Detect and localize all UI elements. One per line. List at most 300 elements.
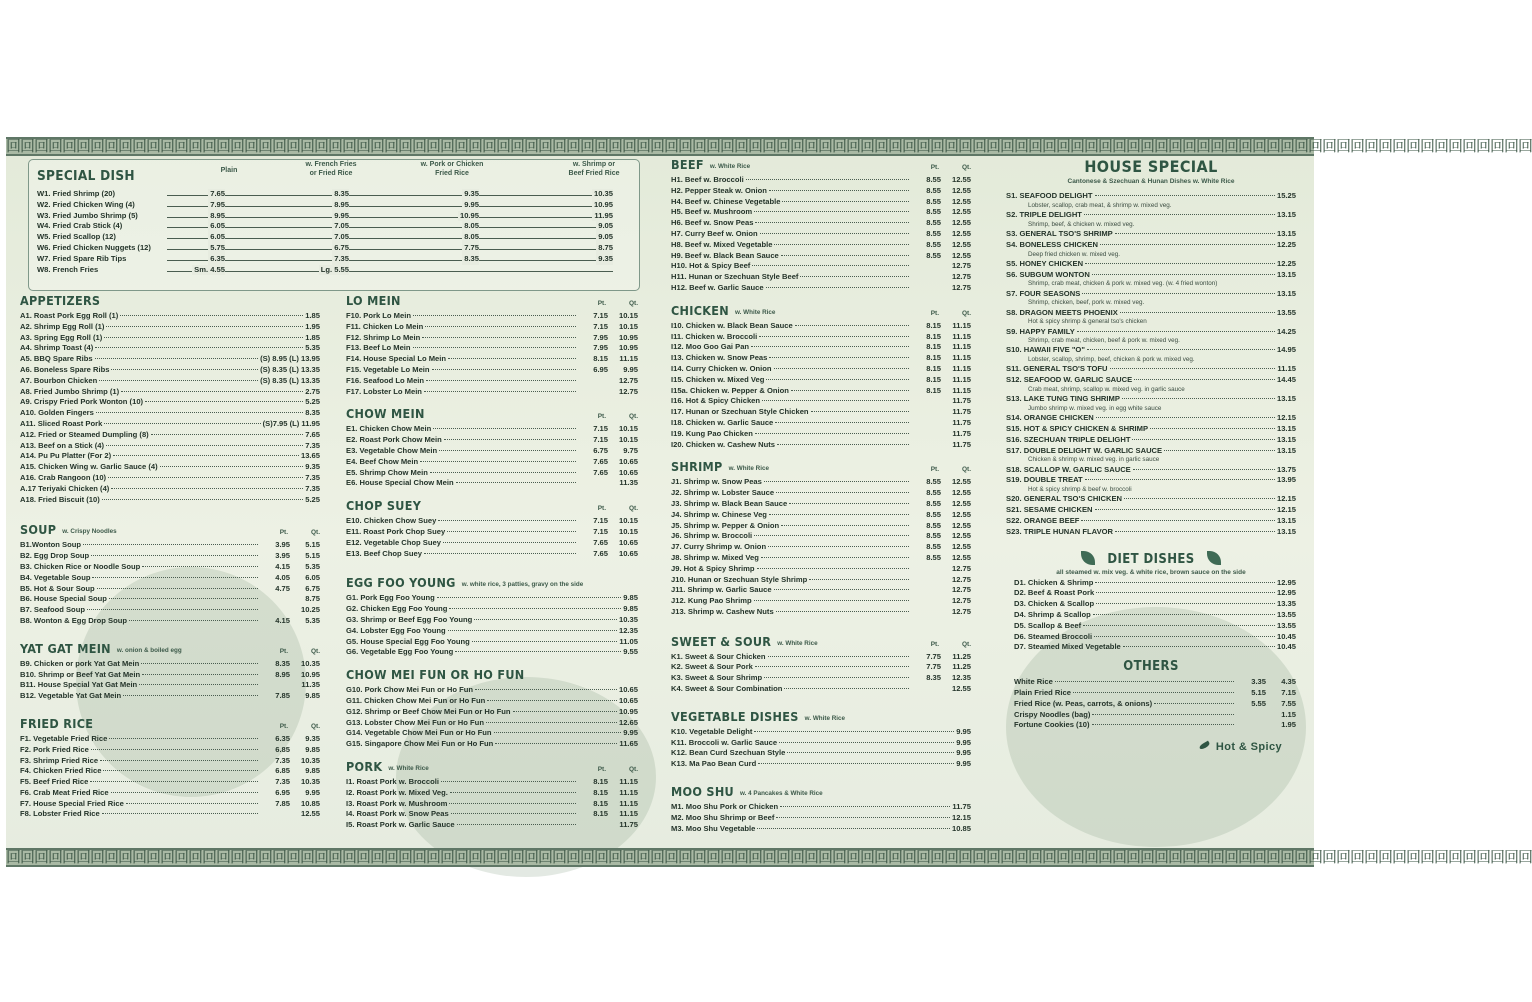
item-price-a: 6.05 — [210, 221, 225, 231]
item-price-qt: 9.95 — [623, 364, 638, 374]
item-name: J12. Kung Pao Shrimp — [671, 596, 752, 606]
menu-item-row — [1006, 210, 1296, 221]
leader-dots — [1123, 646, 1275, 647]
menu-item-row — [1006, 465, 1296, 476]
pork-section — [346, 759, 638, 831]
leader-dots — [441, 781, 576, 782]
menu-item-row — [671, 542, 971, 553]
leader-dots — [757, 568, 909, 569]
item-name: G2. Chicken Egg Foo Young — [346, 604, 448, 614]
menu-item-row — [20, 809, 320, 820]
menu-item-row — [346, 468, 638, 479]
item-price: 9.35 — [305, 462, 320, 472]
leader-dots — [1115, 233, 1275, 234]
item-price-pt: 6.35 — [275, 733, 290, 743]
item-name: J3. Shrimp w. Black Bean Sauce — [671, 498, 788, 508]
leader-dots — [121, 391, 303, 392]
item-price: 13.95 — [1276, 475, 1296, 485]
item-name: H5. Beef w. Mushroom — [671, 207, 753, 217]
item-price-pt: 8.55 — [926, 531, 941, 541]
leader-dots — [83, 544, 258, 545]
item-price-qt: 12.75 — [951, 563, 971, 573]
section-note: w. White Rice — [735, 308, 776, 316]
menu-item-row — [1014, 677, 1296, 688]
menu-item-row — [20, 659, 320, 670]
col-header-qt: Qt. — [961, 640, 971, 648]
leader-dots — [430, 472, 576, 473]
section-title: VEGETABLE DISHES — [671, 708, 799, 724]
leader-dots — [1120, 312, 1275, 313]
item-name: K12. Bean Curd Szechuan Style — [671, 748, 786, 758]
item-price-pt: 8.35 — [275, 658, 290, 668]
leader-dots — [447, 531, 576, 532]
menu-item-row — [346, 424, 638, 435]
item-price-d: 10.95 — [593, 199, 613, 209]
item-description: Crab meat, shrimp, scallop w. mixed veg. in garlic sauce — [1028, 386, 1185, 394]
item-price: 13.15 — [1276, 228, 1296, 238]
item-price: 9.95 — [956, 737, 971, 747]
menu-item-row — [346, 593, 638, 604]
item-price-qt: 12.75 — [618, 375, 638, 385]
item-price-qt: 12.55 — [951, 531, 971, 541]
item-name: S22. ORANGE BEEF — [1006, 515, 1080, 525]
item-price: 10.65 — [618, 685, 638, 695]
item-name: J5. Shrimp w. Pepper & Onion — [671, 520, 780, 530]
item-price-pt: 8.55 — [926, 552, 941, 562]
item-name: S16. SZECHUAN TRIPLE DELIGHT — [1006, 434, 1131, 444]
item-price-qt: 12.55 — [951, 239, 971, 249]
item-name: A2. Shrimp Egg Roll (1) — [20, 321, 105, 331]
col-header-qt: Qt. — [310, 529, 320, 537]
menu-item-row — [671, 564, 971, 575]
item-price: 9.95 — [956, 759, 971, 769]
leader-dots — [95, 358, 258, 359]
item-description: Chicken & shrimp w. mixed veg. in garlic sauce — [1028, 456, 1160, 464]
item-price: 13.55 — [1276, 620, 1296, 630]
item-name: Fried Rice (w. Peas, carrots, & onions) — [1014, 698, 1153, 708]
item-name: S5. HONEY CHICKEN — [1006, 258, 1084, 268]
item-price-qt: 11.15 — [952, 331, 971, 341]
section-note: w. White Rice — [804, 714, 846, 722]
leader-dots — [1110, 368, 1276, 369]
menu-item-row — [671, 759, 971, 770]
menu-item-row — [1006, 446, 1296, 457]
leader-dots — [757, 828, 950, 829]
special-dish-row — [37, 265, 631, 276]
section-header — [671, 709, 971, 724]
menu-item-row — [671, 510, 971, 521]
item-price-pt: 6.85 — [275, 744, 290, 754]
item-price-qt: 12.55 — [951, 185, 971, 195]
menu-item-row — [671, 353, 971, 364]
item-price-qt: 6.05 — [305, 572, 320, 582]
item-price-qt: 12.55 — [951, 509, 971, 519]
menu-item-row — [671, 261, 971, 272]
item-price-qt: 5.15 — [305, 540, 320, 550]
menu-item-row — [20, 584, 320, 595]
item-price-qt: 12.55 — [951, 175, 971, 184]
item-price-qt: 12.35 — [951, 673, 971, 683]
item-name: K11. Broccoli w. Garlic Sauce — [671, 737, 778, 747]
menu-item-row — [671, 272, 971, 283]
leader-dots — [1134, 379, 1275, 380]
menu-item-row — [20, 451, 320, 462]
leader-dots — [1085, 479, 1275, 480]
item-name: B1.Wonton Soup — [20, 540, 82, 550]
menu-item-row — [671, 673, 971, 684]
item-name: W5. Fried Scallop (12) — [37, 232, 116, 242]
menu-item-row — [671, 251, 971, 262]
menu-item-row — [671, 738, 971, 749]
item-name: I19. Kung Pao Chicken — [671, 428, 753, 438]
item-price: 13.15 — [1276, 394, 1296, 404]
item-price-qt: 12.55 — [951, 228, 971, 238]
item-name: E12. Vegetable Chop Suey — [346, 537, 441, 547]
menu-item-row — [671, 488, 971, 499]
item-name: I15a. Chicken w. Pepper & Onion — [671, 385, 789, 395]
leader-line — [167, 217, 613, 218]
item-name: F15. Vegetable Lo Mein — [346, 364, 430, 374]
leader-dots — [791, 390, 909, 391]
item-price-pt: 7.15 — [593, 424, 608, 434]
column-4 — [1006, 157, 1296, 755]
menu-item-row — [20, 691, 320, 702]
item-name: I10. Chicken w. Black Bean Sauce — [671, 320, 793, 330]
item-price-pt: 8.55 — [926, 477, 941, 487]
item-price-pt: 7.65 — [593, 548, 608, 558]
item-price-qt: 12.55 — [951, 250, 971, 260]
menu-item-row — [1006, 327, 1296, 338]
section-note: w. 4 Pancakes & White Rice — [739, 790, 823, 798]
menu-item-row — [1006, 191, 1296, 202]
item-name: S3. GENERAL TSO'S SHRIMP — [1006, 228, 1113, 238]
leader-dots — [129, 620, 258, 621]
leader-dots — [111, 369, 258, 370]
item-name: E10. Chicken Chow Suey — [346, 516, 437, 526]
item-name: J1. Shrimp w. Snow Peas — [671, 477, 762, 487]
menu-item-row — [671, 407, 971, 418]
item-price-qt: 10.65 — [618, 456, 638, 466]
item-name: H8. Beef w. Mixed Vegetable — [671, 239, 773, 249]
item-price-pt: 8.15 — [926, 353, 941, 363]
item-price: 10.65 — [618, 695, 638, 705]
item-description: Shrimp, crab meat, chicken, beef & pork w. mixed veg. — [1028, 337, 1180, 345]
item-name: S8. DRAGON MEETS PHOENIX — [1006, 307, 1118, 317]
item-name: A.17 Teriyaki Chicken (4) — [20, 483, 110, 493]
item-price-qt: 8.75 — [305, 594, 320, 604]
house-special-subtitle: Cantonese & Szechuan & Hunan Dishes w. White Rice — [1067, 178, 1235, 185]
item-name: A6. Boneless Spare Ribs — [20, 364, 110, 374]
item-price-d: 9.05 — [598, 232, 613, 242]
special-dish-row — [37, 221, 631, 232]
leader-dots — [474, 619, 617, 620]
item-price-pt: 7.95 — [593, 343, 608, 353]
item-price: 9.85 — [623, 604, 638, 614]
item-name: A1. Roast Pork Egg Roll (1) — [20, 311, 119, 320]
leader-dots — [1082, 293, 1275, 294]
leader-dots — [426, 380, 576, 381]
item-price-qt: 11.75 — [952, 439, 971, 449]
menu-item-row — [671, 283, 971, 294]
menu-item-row — [20, 616, 320, 627]
item-price-qt: 5.35 — [305, 615, 320, 625]
menu-item-row — [20, 670, 320, 681]
item-price-pt: 7.35 — [275, 755, 290, 765]
soup-section — [20, 522, 320, 626]
item-price-qt: 11.75 — [619, 820, 638, 830]
item-price: 12.15 — [1276, 413, 1296, 423]
menu-item-row — [20, 387, 320, 398]
item-price-large: 7.15 — [1281, 687, 1296, 697]
item-price-qt: 10.95 — [300, 669, 320, 679]
item-name: I13. Chicken w. Snow Peas — [671, 353, 768, 363]
item-price-b: 8.95 — [334, 199, 349, 209]
menu-item-row — [671, 342, 971, 353]
item-name: S19. DOUBLE TREAT — [1006, 475, 1083, 485]
item-price-a: 8.95 — [210, 210, 225, 220]
menu-item-row — [1006, 259, 1296, 270]
leader-dots — [776, 611, 909, 612]
leader-dots — [760, 233, 909, 234]
item-price-qt: 11.75 — [952, 396, 971, 406]
leader-dots — [102, 499, 303, 500]
item-name: A12. Fried or Steamed Dumpling (8) — [20, 429, 149, 439]
item-price-pt: 8.55 — [926, 250, 941, 260]
item-price-pt: 8.55 — [926, 498, 941, 508]
col-header-qt: Qt. — [628, 413, 638, 421]
menu-item-row — [671, 802, 971, 813]
special-dish-row — [37, 243, 631, 254]
menu-item-row — [1014, 688, 1296, 699]
leader-dots — [1092, 714, 1234, 715]
leader-dots — [108, 477, 303, 478]
item-price-pt: 7.15 — [593, 321, 608, 331]
item-price: 10.85 — [951, 823, 971, 833]
section-title: MOO SHU — [671, 784, 734, 800]
item-name: F4. Chicken Fried Rice — [20, 766, 102, 776]
item-price-a: 6.35 — [210, 253, 225, 263]
item-name: F1. Vegetable Fried Rice — [20, 733, 108, 743]
leader-dots — [777, 444, 909, 445]
item-price-qt: 10.95 — [618, 332, 638, 342]
menu-item-row — [1006, 505, 1296, 516]
item-price: (S)7.95 (L) 11.95 — [262, 418, 320, 428]
item-name: I5. Roast Pork w. Garlic Sauce — [346, 820, 455, 830]
item-price-qt: 12.55 — [300, 809, 320, 819]
leader-line — [167, 271, 613, 272]
menu-item-row — [1014, 632, 1296, 643]
menu-item-row — [20, 573, 320, 584]
item-price-qt: 12.55 — [951, 207, 971, 217]
section-title: CHOP SUEY — [346, 498, 422, 514]
leader-dots — [1081, 520, 1275, 521]
item-price-qt: 11.35 — [619, 478, 638, 488]
menu-item-row — [346, 604, 638, 615]
item-price-qt: 10.65 — [618, 537, 638, 547]
item-name: H12. Beef w. Garlic Sauce — [671, 282, 764, 292]
leader-dots — [1096, 417, 1275, 418]
item-price: 11.15 — [1277, 364, 1296, 374]
leader-dots — [774, 244, 909, 245]
item-name: E5. Shrimp Chow Mein — [346, 467, 428, 477]
item-name: White Rice — [1014, 677, 1053, 687]
item-price-pt: 8.15 — [926, 331, 941, 341]
item-description: Jumbo shrimp w. mixed veg. in egg white sauce — [1028, 405, 1162, 413]
menu-item-row — [1006, 413, 1296, 424]
item-name: I4. Roast Pork w. Snow Peas — [346, 809, 449, 819]
yat-gat-mein-section — [20, 641, 320, 702]
menu-item-row — [1006, 364, 1296, 375]
section-header — [671, 459, 971, 474]
menu-item-row — [346, 788, 638, 799]
item-name: K3. Sweet & Sour Shrimp — [671, 673, 763, 683]
item-price-qt: 12.75 — [951, 606, 971, 616]
item-name: H6. Beef w. Snow Peas — [671, 218, 754, 228]
menu-item-row — [20, 333, 320, 344]
item-price-qt: 10.35 — [300, 777, 320, 787]
item-description: Shrimp, chicken, beef, pork w. mixed veg. — [1028, 299, 1145, 307]
leader-dots — [126, 803, 258, 804]
item-price-pt: 8.55 — [926, 520, 941, 530]
item-price-qt: 12.55 — [951, 684, 971, 694]
leader-dots — [774, 589, 909, 590]
item-name: B6. House Special Soup — [20, 594, 107, 604]
item-price-qt: 12.75 — [951, 574, 971, 584]
chili-pepper-icon — [1198, 741, 1210, 751]
section-header — [346, 406, 638, 421]
item-price-qt: 12.75 — [951, 282, 971, 292]
item-name: S11. GENERAL TSO'S TOFU — [1006, 364, 1108, 374]
item-price: 12.95 — [1276, 588, 1296, 598]
item-price-pt: 7.15 — [593, 516, 608, 526]
item-price-qt: 12.55 — [951, 218, 971, 228]
item-price-qt: 11.15 — [952, 342, 971, 352]
item-price-pt: 3.95 — [275, 540, 290, 550]
leader-dots — [769, 357, 909, 358]
menu-item-row — [346, 527, 638, 538]
item-name: S10. HAWAII FIVE "O" — [1006, 345, 1085, 355]
menu-item-row — [1006, 516, 1296, 527]
menu-item-row — [671, 186, 971, 197]
appetizers-section — [20, 293, 320, 505]
menu-item-row — [20, 376, 320, 387]
col-header-pt: Pt. — [597, 300, 606, 307]
item-price-pt: 8.15 — [926, 385, 941, 395]
item-name: Fortune Cookies (10) — [1014, 720, 1090, 730]
item-price-qt: 11.15 — [952, 363, 971, 373]
leader-dots — [456, 482, 576, 483]
menu-item-row — [346, 343, 638, 354]
item-name: F12. Shrimp Lo Mein — [346, 332, 421, 342]
leader-dots — [781, 255, 909, 256]
item-price-qt: 11.25 — [952, 662, 971, 672]
leader-dots — [795, 325, 909, 326]
leader-dots — [424, 391, 576, 392]
leader-dots — [437, 597, 621, 598]
section-title: EGG FOO YOUNG — [346, 575, 456, 591]
item-price-pt: 8.55 — [926, 196, 941, 206]
menu-item-row — [1006, 345, 1296, 356]
item-price-qt: 9.85 — [305, 691, 320, 701]
item-price: (S) 8.35 (L) 13.35 — [260, 364, 320, 374]
leader-dots — [776, 817, 950, 818]
item-price-b: 7.05 — [334, 232, 349, 242]
item-price-pt: 8.15 — [593, 809, 608, 819]
item-price: 13.15 — [1276, 434, 1296, 444]
item-name: G11. Chicken Chow Mei Fun or Ho Fun — [346, 695, 486, 705]
item-price: 11.65 — [619, 739, 638, 749]
menu-item-row — [20, 551, 320, 562]
section-title: YAT GAT MEIN — [20, 640, 111, 656]
menu-item-row — [1006, 229, 1296, 240]
special-dish-row — [37, 254, 631, 265]
item-name: M2. Moo Shu Shrimp or Beef — [671, 812, 775, 822]
item-name: W6. Fried Chicken Nuggets (12) — [37, 242, 151, 252]
sweet-sour-section — [671, 634, 971, 695]
menu-item-row — [671, 553, 971, 564]
item-price: 10.45 — [1276, 631, 1296, 641]
menu-item-row — [671, 386, 971, 397]
item-price-b: Lg. 5.55 — [320, 264, 349, 274]
item-price: 1.95 — [305, 321, 320, 331]
item-price: 1.85 — [305, 332, 320, 342]
item-name: K2. Sweet & Sour Pork — [671, 662, 753, 672]
item-name: B11. House Special Yat Gat Mein — [20, 680, 138, 690]
col-header-plain: Plain — [220, 167, 238, 174]
item-price: 2.75 — [305, 386, 320, 396]
hot-spicy-label: Hot & Spicy — [1215, 741, 1282, 754]
col-header-qt: Qt. — [961, 164, 971, 171]
leader-dots — [1055, 681, 1234, 682]
leader-dots — [455, 651, 621, 652]
col-header-pt: Pt. — [279, 647, 288, 655]
item-name: F3. Shrimp Fried Rice — [20, 755, 99, 765]
item-name: A15. Chicken Wing w. Garlic Sauce (4) — [20, 462, 158, 472]
leader-dots — [1115, 531, 1275, 532]
item-price: 12.25 — [1276, 258, 1296, 268]
col-header-pt: Pt. — [930, 640, 939, 648]
leader-dots — [424, 553, 576, 554]
item-price-qt: 10.65 — [618, 548, 638, 558]
leader-dots — [1164, 450, 1275, 451]
item-name: D5. Scallop & Beef — [1014, 620, 1082, 630]
leader-dots — [90, 781, 258, 782]
menu-item-row — [20, 408, 320, 419]
chow-mein-section — [346, 406, 638, 489]
menu-item-row — [1014, 610, 1296, 621]
section-title: CHOW MEI FUN OR HO FUN — [346, 667, 525, 683]
menu-item-row — [671, 684, 971, 695]
leader-dots — [422, 337, 576, 338]
leader-dots — [99, 380, 258, 381]
menu-item-row — [1014, 621, 1296, 632]
column-1 — [20, 293, 320, 829]
item-description: Deep fried chicken w. mixed veg. — [1028, 250, 1121, 258]
section-header — [20, 293, 320, 308]
leader-dots — [1122, 398, 1275, 399]
item-price-pt: 8.55 — [926, 207, 941, 217]
item-price-pt: 8.15 — [593, 798, 608, 808]
menu-item-row — [346, 777, 638, 788]
item-name: M3. Moo Shu Vegetable — [671, 823, 756, 833]
leader-line — [167, 260, 613, 261]
item-price: 13.15 — [1276, 445, 1296, 455]
item-name: B5. Hot & Sour Soup — [20, 583, 95, 593]
leader-dots — [104, 337, 303, 338]
leader-dots — [95, 347, 303, 348]
leader-dots — [433, 428, 576, 429]
item-description: Shrimp, crab meat, chicken & pork w. mixed veg. (w. 4 fried wonton) — [1028, 280, 1218, 288]
